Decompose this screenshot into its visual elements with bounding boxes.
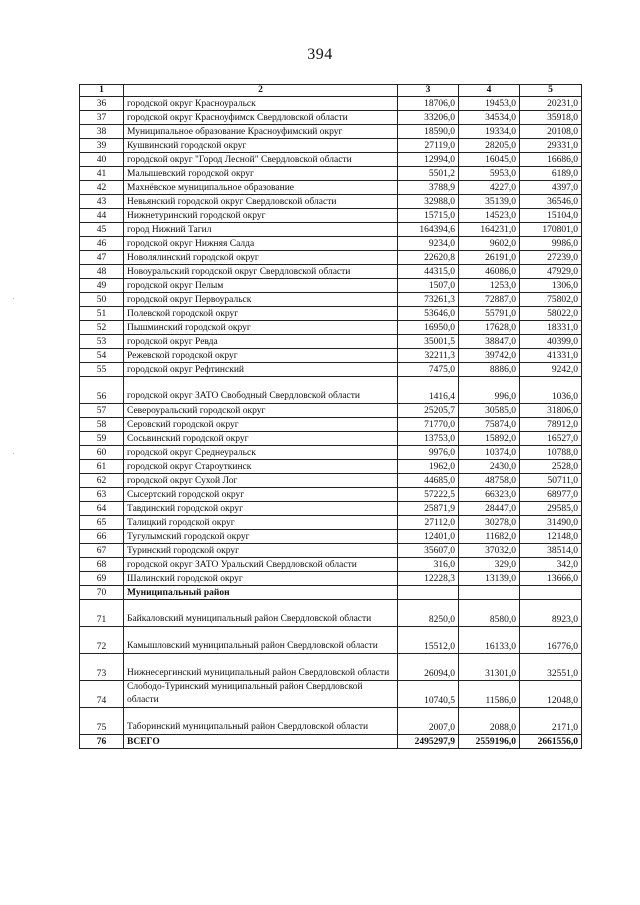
row-number: 52 xyxy=(80,321,124,335)
value-col-4: 8886,0 xyxy=(459,363,520,377)
page-number: 394 xyxy=(307,46,333,63)
municipality-name: Камышловский муниципальный район Свердловской области xyxy=(124,627,398,654)
value-col-3: 22620,8 xyxy=(398,251,459,265)
value-col-5: 170801,0 xyxy=(520,223,582,237)
table-row xyxy=(80,460,582,474)
row-number: 46 xyxy=(80,237,124,251)
municipality-name: Муниципальный район xyxy=(124,586,398,600)
row-number: 64 xyxy=(80,502,124,516)
value-col-4: 16133,0 xyxy=(459,627,520,654)
table-row xyxy=(80,572,582,586)
municipality-name: Талицкий городской округ xyxy=(124,516,398,530)
value-col-4: 46086,0 xyxy=(459,265,520,279)
value-col-5: 29585,0 xyxy=(520,502,582,516)
row-number: 68 xyxy=(80,558,124,572)
column-header: 1 xyxy=(80,85,124,97)
municipality-name: Нижнесергинский муниципальный район Свердловской области xyxy=(124,654,398,681)
value-col-4: 329,0 xyxy=(459,558,520,572)
municipality-name: Полевской городской округ xyxy=(124,307,398,321)
table-row xyxy=(80,488,582,502)
value-col-4: 31301,0 xyxy=(459,654,520,681)
table-row xyxy=(80,209,582,223)
row-number: 48 xyxy=(80,265,124,279)
value-col-4: 13139,0 xyxy=(459,572,520,586)
row-number: 53 xyxy=(80,335,124,349)
value-col-5: 12048,0 xyxy=(520,681,582,708)
value-col-4: 164231,0 xyxy=(459,223,520,237)
value-col-3: 2007,0 xyxy=(398,708,459,735)
municipality-name: Сысертский городской округ xyxy=(124,488,398,502)
municipality-name: Новолялинский городской округ xyxy=(124,251,398,265)
value-col-3: 316,0 xyxy=(398,558,459,572)
row-number: 73 xyxy=(80,654,124,681)
value-col-3: 44315,0 xyxy=(398,265,459,279)
table-body xyxy=(80,97,582,749)
table-row xyxy=(80,139,582,153)
table-row xyxy=(80,349,582,363)
scan-speck xyxy=(13,453,14,454)
municipality-name: Невьянский городской округ Свердловской области xyxy=(124,195,398,209)
table-row xyxy=(80,654,582,681)
municipality-name: Байкаловский муниципальный район Свердловской области xyxy=(124,600,398,627)
value-col-5: 50711,0 xyxy=(520,474,582,488)
value-col-4: 2559196,0 xyxy=(459,735,520,749)
value-col-5: 13666,0 xyxy=(520,572,582,586)
table-row xyxy=(80,377,582,404)
municipality-name: Таборинский муниципальный район Свердловской области xyxy=(124,708,398,735)
row-number: 70 xyxy=(80,586,124,600)
value-col-3: 32988,0 xyxy=(398,195,459,209)
table-row xyxy=(80,600,582,627)
table-row xyxy=(80,474,582,488)
row-number: 41 xyxy=(80,167,124,181)
value-col-4: 37032,0 xyxy=(459,544,520,558)
row-number: 51 xyxy=(80,307,124,321)
row-number: 36 xyxy=(80,97,124,111)
row-number: 65 xyxy=(80,516,124,530)
table-row xyxy=(80,530,582,544)
value-col-3: 18706,0 xyxy=(398,97,459,111)
value-col-3: 71770,0 xyxy=(398,418,459,432)
municipality-name: городской округ Нижняя Салда xyxy=(124,237,398,251)
value-col-5: 10788,0 xyxy=(520,446,582,460)
value-col-3: 3788,9 xyxy=(398,181,459,195)
value-col-5: 6189,0 xyxy=(520,167,582,181)
value-col-3: 57222,5 xyxy=(398,488,459,502)
table-row xyxy=(80,502,582,516)
value-col-5 xyxy=(520,586,582,600)
municipality-name: Тавдинский городской округ xyxy=(124,502,398,516)
value-col-3: 164394,6 xyxy=(398,223,459,237)
value-col-4: 996,0 xyxy=(459,377,520,404)
municipality-name: Шалинский городской округ xyxy=(124,572,398,586)
row-number: 62 xyxy=(80,474,124,488)
table-row xyxy=(80,586,582,600)
table-row xyxy=(80,181,582,195)
value-col-5: 16686,0 xyxy=(520,153,582,167)
value-col-3: 27119,0 xyxy=(398,139,459,153)
value-col-5: 2661556,0 xyxy=(520,735,582,749)
value-col-4: 30278,0 xyxy=(459,516,520,530)
value-col-3: 1507,0 xyxy=(398,279,459,293)
municipality-name: Туринский городской округ xyxy=(124,544,398,558)
value-col-3: 35607,0 xyxy=(398,544,459,558)
row-number: 55 xyxy=(80,363,124,377)
value-col-5: 20108,0 xyxy=(520,125,582,139)
value-col-5: 2528,0 xyxy=(520,460,582,474)
table-row xyxy=(80,265,582,279)
municipality-name: городской округ Сухой Лог xyxy=(124,474,398,488)
value-col-5: 1306,0 xyxy=(520,279,582,293)
municipality-name: город Нижний Тагил xyxy=(124,223,398,237)
municipality-name: городской округ Первоуральск xyxy=(124,293,398,307)
value-col-4: 17628,0 xyxy=(459,321,520,335)
value-col-4: 35139,0 xyxy=(459,195,520,209)
value-col-3: 18590,0 xyxy=(398,125,459,139)
value-col-4: 19334,0 xyxy=(459,125,520,139)
value-col-4: 8580,0 xyxy=(459,600,520,627)
value-col-4: 48758,0 xyxy=(459,474,520,488)
value-col-3: 13753,0 xyxy=(398,432,459,446)
row-number: 45 xyxy=(80,223,124,237)
value-col-4: 75874,0 xyxy=(459,418,520,432)
value-col-5: 78912,0 xyxy=(520,418,582,432)
row-number: 43 xyxy=(80,195,124,209)
value-col-3: 7475,0 xyxy=(398,363,459,377)
table-row xyxy=(80,111,582,125)
row-number: 47 xyxy=(80,251,124,265)
value-col-3: 25871,9 xyxy=(398,502,459,516)
value-col-4: 11586,0 xyxy=(459,681,520,708)
row-number: 58 xyxy=(80,418,124,432)
row-number: 54 xyxy=(80,349,124,363)
value-col-5: 68977,0 xyxy=(520,488,582,502)
value-col-3: 44685,0 xyxy=(398,474,459,488)
value-col-5: 32551,0 xyxy=(520,654,582,681)
municipality-name: Новоуральский городской округ Свердловской области xyxy=(124,265,398,279)
value-col-5: 27239,0 xyxy=(520,251,582,265)
table-row xyxy=(80,544,582,558)
municipality-name: городской округ ЗАТО Уральский Свердловской области xyxy=(124,558,398,572)
table-row xyxy=(80,321,582,335)
row-number: 42 xyxy=(80,181,124,195)
municipality-name: Махнёвское муниципальное образование xyxy=(124,181,398,195)
municipality-name: Серовский городской округ xyxy=(124,418,398,432)
value-col-4 xyxy=(459,586,520,600)
value-col-3: 2495297,9 xyxy=(398,735,459,749)
municipality-name: городской округ Староуткинск xyxy=(124,460,398,474)
value-col-4: 14523,0 xyxy=(459,209,520,223)
value-col-4: 2430,0 xyxy=(459,460,520,474)
row-number: 67 xyxy=(80,544,124,558)
table-row xyxy=(80,293,582,307)
value-col-3 xyxy=(398,586,459,600)
value-col-4: 9602,0 xyxy=(459,237,520,251)
value-col-5: 20231,0 xyxy=(520,97,582,111)
value-col-3: 12228,3 xyxy=(398,572,459,586)
table-row xyxy=(80,307,582,321)
row-number: 66 xyxy=(80,530,124,544)
table-row xyxy=(80,167,582,181)
row-number: 71 xyxy=(80,600,124,627)
municipality-name: Нижнетуринский городской округ xyxy=(124,209,398,223)
municipality-name: Кушвинский городской округ xyxy=(124,139,398,153)
value-col-4: 26191,0 xyxy=(459,251,520,265)
municipality-name: Североуральский городской округ xyxy=(124,404,398,418)
row-number: 50 xyxy=(80,293,124,307)
value-col-3: 12994,0 xyxy=(398,153,459,167)
value-col-5: 16527,0 xyxy=(520,432,582,446)
value-col-3: 27112,0 xyxy=(398,516,459,530)
value-col-3: 5501,2 xyxy=(398,167,459,181)
value-col-5: 16776,0 xyxy=(520,627,582,654)
value-col-3: 25205,7 xyxy=(398,404,459,418)
municipality-name: Муниципальное образование Красноуфимский округ xyxy=(124,125,398,139)
row-number: 38 xyxy=(80,125,124,139)
row-number: 39 xyxy=(80,139,124,153)
table-row xyxy=(80,627,582,654)
value-col-4: 34534,0 xyxy=(459,111,520,125)
municipality-name: городской округ Пелым xyxy=(124,279,398,293)
value-col-4: 28205,0 xyxy=(459,139,520,153)
municipality-name: Режевской городской округ xyxy=(124,349,398,363)
value-col-5: 9242,0 xyxy=(520,363,582,377)
table-row xyxy=(80,516,582,530)
value-col-5: 8923,0 xyxy=(520,600,582,627)
data-table xyxy=(79,84,582,749)
value-col-4: 72887,0 xyxy=(459,293,520,307)
municipality-name: городской округ Рефтинский xyxy=(124,363,398,377)
value-col-5: 47929,0 xyxy=(520,265,582,279)
value-col-5: 41331,0 xyxy=(520,349,582,363)
row-number: 75 xyxy=(80,708,124,735)
table-row xyxy=(80,335,582,349)
value-col-4: 28447,0 xyxy=(459,502,520,516)
value-col-5: 38514,0 xyxy=(520,544,582,558)
value-col-3: 35001,5 xyxy=(398,335,459,349)
value-col-4: 5953,0 xyxy=(459,167,520,181)
value-col-4: 2088,0 xyxy=(459,708,520,735)
value-col-4: 16045,0 xyxy=(459,153,520,167)
table-row xyxy=(80,558,582,572)
value-col-4: 1253,0 xyxy=(459,279,520,293)
municipality-name: Сосьвинский городской округ xyxy=(124,432,398,446)
municipality-name: Слободо-Туринский муниципальный район Свердловской области xyxy=(124,681,398,708)
value-col-5: 15104,0 xyxy=(520,209,582,223)
value-col-5: 1036,0 xyxy=(520,377,582,404)
table-row xyxy=(80,418,582,432)
table-row xyxy=(80,363,582,377)
row-number: 57 xyxy=(80,404,124,418)
table-row xyxy=(80,223,582,237)
municipality-name: городской округ ЗАТО Свободный Свердловской области xyxy=(124,377,398,404)
value-col-4: 39742,0 xyxy=(459,349,520,363)
value-col-4: 55791,0 xyxy=(459,307,520,321)
row-number: 37 xyxy=(80,111,124,125)
row-number: 59 xyxy=(80,432,124,446)
municipality-name: Тугулымский городской округ xyxy=(124,530,398,544)
value-col-3: 73261,3 xyxy=(398,293,459,307)
table-row xyxy=(80,279,582,293)
value-col-5: 36546,0 xyxy=(520,195,582,209)
table-row xyxy=(80,404,582,418)
value-col-3: 15512,0 xyxy=(398,627,459,654)
row-number: 74 xyxy=(80,681,124,708)
value-col-5: 342,0 xyxy=(520,558,582,572)
value-col-5: 12148,0 xyxy=(520,530,582,544)
column-header: 2 xyxy=(124,85,398,97)
value-col-5: 31490,0 xyxy=(520,516,582,530)
municipality-name: ВСЕГО xyxy=(124,735,398,749)
row-number: 60 xyxy=(80,446,124,460)
value-col-4: 11682,0 xyxy=(459,530,520,544)
table-row xyxy=(80,97,582,111)
table-row xyxy=(80,735,582,749)
value-col-5: 58022,0 xyxy=(520,307,582,321)
value-col-4: 30585,0 xyxy=(459,404,520,418)
value-col-5: 4397,0 xyxy=(520,181,582,195)
value-col-4: 4227,0 xyxy=(459,181,520,195)
value-col-4: 66323,0 xyxy=(459,488,520,502)
column-header: 3 xyxy=(398,85,459,97)
municipality-name: городской округ Красноуфимск Свердловской области xyxy=(124,111,398,125)
value-col-5: 75802,0 xyxy=(520,293,582,307)
value-col-3: 9976,0 xyxy=(398,446,459,460)
row-number: 44 xyxy=(80,209,124,223)
value-col-3: 53646,0 xyxy=(398,307,459,321)
table-row xyxy=(80,251,582,265)
municipality-name: Пышминский городской округ xyxy=(124,321,398,335)
table-row xyxy=(80,125,582,139)
table-row xyxy=(80,708,582,735)
value-col-5: 29331,0 xyxy=(520,139,582,153)
column-header: 5 xyxy=(520,85,582,97)
municipality-name: городской округ Красноуральск xyxy=(124,97,398,111)
scan-speck xyxy=(13,298,14,299)
table-row xyxy=(80,446,582,460)
value-col-4: 38847,0 xyxy=(459,335,520,349)
table-row xyxy=(80,681,582,708)
row-number: 69 xyxy=(80,572,124,586)
value-col-3: 1416,4 xyxy=(398,377,459,404)
value-col-4: 19453,0 xyxy=(459,97,520,111)
value-col-3: 33206,0 xyxy=(398,111,459,125)
row-number: 56 xyxy=(80,377,124,404)
row-number: 76 xyxy=(80,735,124,749)
municipality-name: городской округ "Город Лесной" Свердловской области xyxy=(124,153,398,167)
value-col-5: 9986,0 xyxy=(520,237,582,251)
table-row xyxy=(80,195,582,209)
value-col-3: 8250,0 xyxy=(398,600,459,627)
row-number: 49 xyxy=(80,279,124,293)
value-col-3: 15715,0 xyxy=(398,209,459,223)
value-col-5: 2171,0 xyxy=(520,708,582,735)
table-row xyxy=(80,237,582,251)
value-col-3: 16950,0 xyxy=(398,321,459,335)
value-col-5: 18331,0 xyxy=(520,321,582,335)
row-number: 72 xyxy=(80,627,124,654)
value-col-5: 35918,0 xyxy=(520,111,582,125)
row-number: 61 xyxy=(80,460,124,474)
table-row xyxy=(80,153,582,167)
value-col-3: 1962,0 xyxy=(398,460,459,474)
value-col-5: 40399,0 xyxy=(520,335,582,349)
column-header: 4 xyxy=(459,85,520,97)
value-col-4: 10374,0 xyxy=(459,446,520,460)
municipality-name: городской округ Ревда xyxy=(124,335,398,349)
row-number: 63 xyxy=(80,488,124,502)
municipality-name: городской округ Среднеуральск xyxy=(124,446,398,460)
value-col-5: 31806,0 xyxy=(520,404,582,418)
value-col-3: 10740,5 xyxy=(398,681,459,708)
row-number: 40 xyxy=(80,153,124,167)
value-col-3: 32211,3 xyxy=(398,349,459,363)
header-row xyxy=(80,85,582,97)
table-row xyxy=(80,432,582,446)
value-col-3: 12401,0 xyxy=(398,530,459,544)
value-col-4: 15892,0 xyxy=(459,432,520,446)
municipality-name: Малышевский городской округ xyxy=(124,167,398,181)
value-col-3: 26094,0 xyxy=(398,654,459,681)
value-col-3: 9234,0 xyxy=(398,237,459,251)
